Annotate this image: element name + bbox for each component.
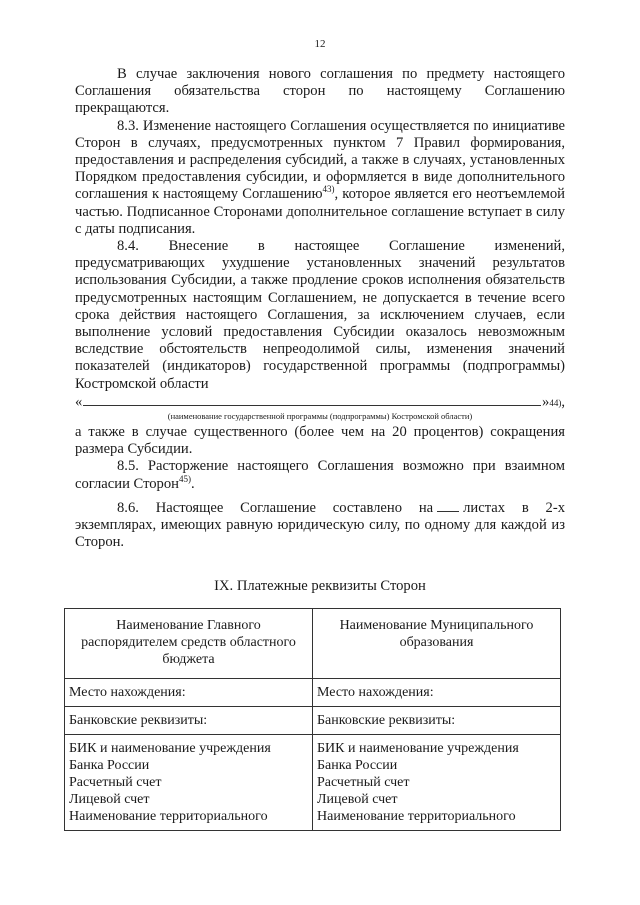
detail-bik: БИК и наименование учреждения	[317, 741, 519, 756]
detail-settlement-account: Расчетный счет	[317, 775, 410, 790]
detail-settlement-account: Расчетный счет	[69, 775, 162, 790]
paragraph-8-3	[75, 118, 565, 238]
footnote-ref-43: 43)	[322, 184, 335, 195]
detail-personal-account: Лицевой счет	[317, 792, 398, 807]
paragraph-8-5	[75, 458, 565, 492]
cell-details-left	[65, 735, 313, 831]
table-header-row	[65, 609, 561, 679]
paragraph-termination: В случае заключения нового соглашения по предмету настоящего Соглашения обязательства сторон по настоящему Соглашению прекращаются.	[75, 66, 565, 117]
sheet-count-blank	[437, 499, 459, 512]
paragraph-8-5-end: .	[190, 475, 195, 492]
cell-details-right	[313, 735, 561, 831]
paragraph-8-5-text: 8.5. Расторжение настоящего Соглашения возможно при взаимном согласии Сторон	[75, 458, 565, 492]
detail-bik: БИК и наименование учреждения	[69, 741, 271, 756]
cell-location-left: Место нахождения:	[65, 679, 313, 707]
quote-comma: ,	[561, 393, 565, 410]
paragraph-8-6	[75, 499, 565, 552]
quote-open: «	[75, 393, 83, 410]
section-title: IX. Платежные реквизиты Сторон	[214, 578, 426, 594]
program-name-blank	[83, 393, 541, 406]
header-municipality: Наименование Муниципального образования	[313, 609, 561, 679]
header-main-administrator: Наименование Главного распорядителем средств областного бюджета	[65, 609, 313, 679]
table-row-details	[65, 735, 561, 831]
page-number: 12	[314, 38, 326, 50]
paragraph-8-4: 8.4. Внесение в настоящее Соглашение изменений, предусматривающих ухудшение установленных значений результатов использования Субсидии, а также продление сроков исполнения обязательств предусмотренных настоящим Соглашением, не допускается в течение всего срока действия настоящего Соглашения, за исключением случаев, если выполнение условий предоставления Субсидии оказалось невозможным вследствие обстоятельств непреодолимой силы, изменения значений показателей (индикаторов) государственной программы (подпрограммы) Костромской области	[75, 238, 565, 392]
paragraph-8-6-text: 8.6. Настоящее Соглашение составлено на	[117, 499, 434, 516]
table-row-bank	[65, 707, 561, 735]
detail-territorial-name: Наименование территориального	[317, 809, 516, 824]
paragraph-8-3-text-end: , которое является его неотъемлемой частью. Подписанное Сторонами дополнительное соглашение вступает в силу с даты подписания.	[75, 186, 565, 237]
program-name-line: « » 44) ,	[75, 393, 565, 410]
program-name-caption: (наименование государственной программы (подпрограммы) Костромской области)	[167, 411, 473, 422]
detail-bank: Банка России	[317, 758, 398, 773]
detail-bank: Банка России	[69, 758, 150, 773]
agreement-body	[75, 66, 565, 551]
table-row-location	[65, 679, 561, 707]
paragraph-8-6-text-end: листах в 2-х экземплярах, имеющих равную юридическую силу, по одному для каждой из Сторон.	[75, 499, 566, 551]
paragraph-8-4-end: а также в случае существенного (более чем на 20 процентов) сокращения размера Субсидии.	[75, 424, 565, 458]
quote-close: »	[542, 393, 550, 410]
detail-territorial-name: Наименование территориального	[69, 809, 268, 824]
paragraph-8-3-text: 8.3. Изменение настоящего Соглашения осуществляется по инициативе Сторон в случаях, предусмотренных пунктом 7 Правил формирования, предоставления и распределения субсидий, а также в случаях, установленных Порядком предоставления субсидии, и оформляется в виде дополнительного соглашения к настоящему Соглашению	[75, 117, 565, 203]
cell-bank-left: Банковские реквизиты:	[65, 707, 313, 735]
cell-bank-right: Банковские реквизиты:	[313, 707, 561, 735]
footnote-ref-45: 45)	[178, 473, 191, 484]
cell-location-right: Место нахождения:	[313, 679, 561, 707]
payment-requisites-table	[64, 608, 561, 831]
detail-personal-account: Лицевой счет	[69, 792, 150, 807]
